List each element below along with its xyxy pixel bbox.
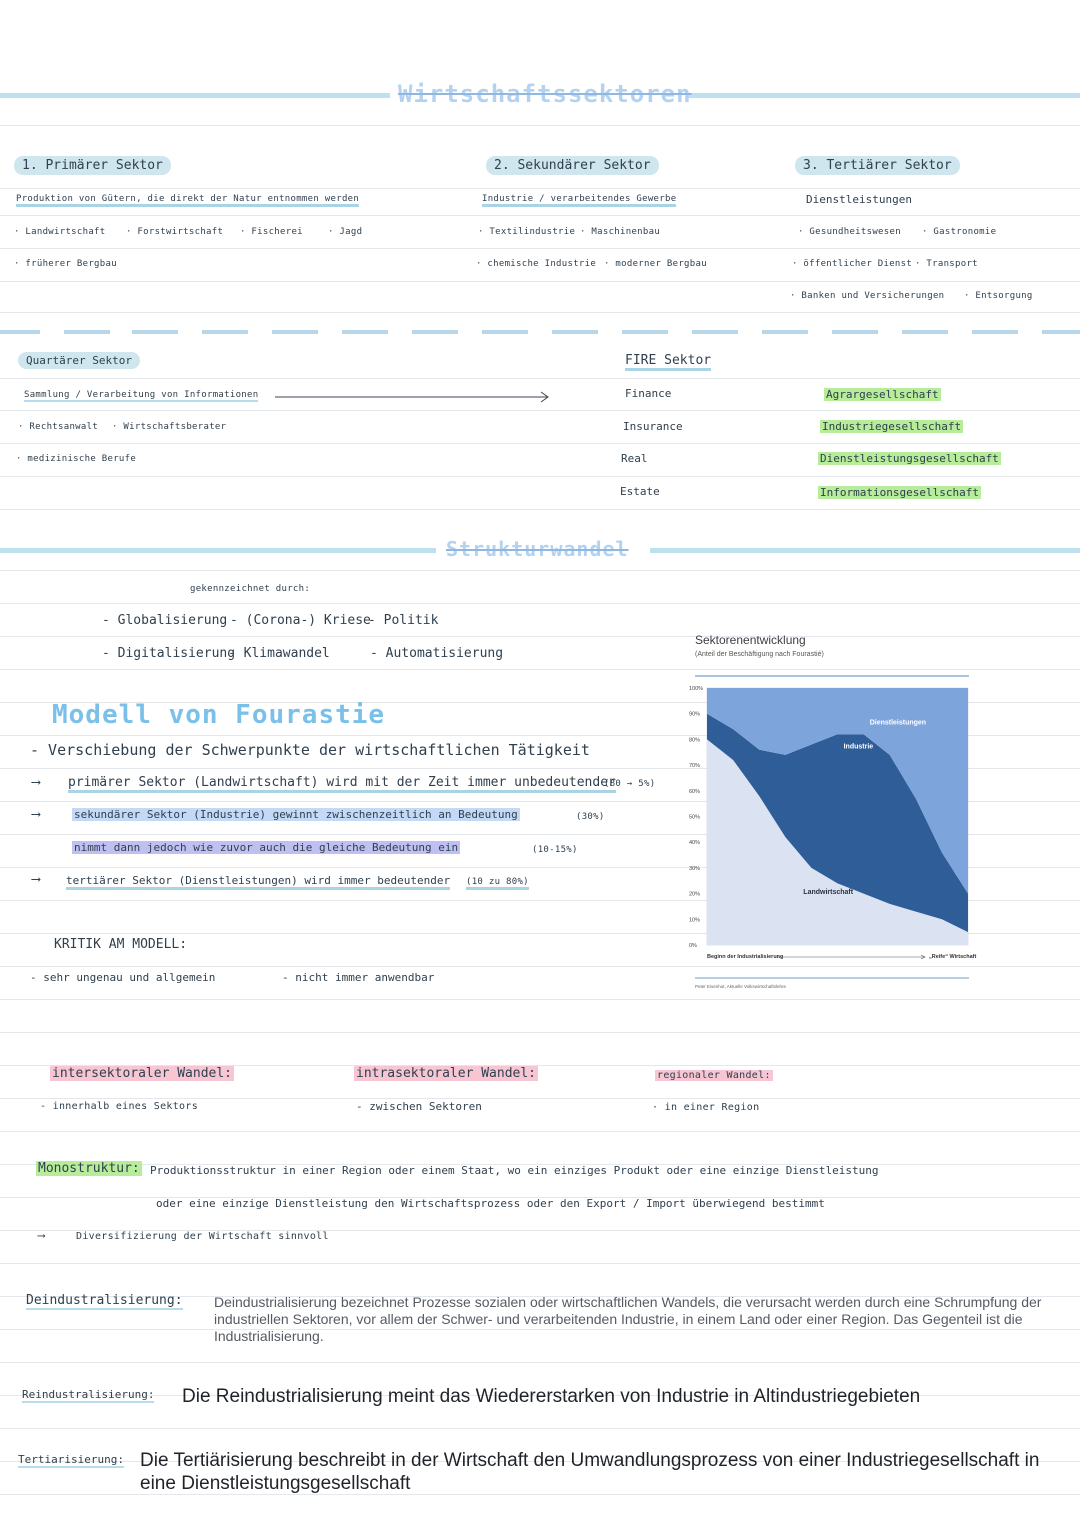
structural-factor: - Automatisierung — [370, 646, 504, 661]
model-line: nimmt dann jedoch wie zuvor auch die gleiche Bedeutung ein — [74, 841, 459, 854]
primary-sector-definition: Produktion von Gütern, die direkt der Natur entnommen werden — [16, 194, 359, 207]
chart-y-tick-label: 0% — [689, 943, 697, 949]
fire-item: Real — [621, 452, 648, 465]
chart-title: Sektorenentwicklung — [695, 633, 806, 647]
chart-series-label: Industrie — [843, 743, 874, 751]
primary-example: · früherer Bergbau — [14, 259, 117, 269]
arrow-icon: ⟶ — [38, 1229, 45, 1242]
quaternary-sector-label: Quartärer Sektor — [18, 352, 140, 369]
chart-y-tick-label: 90% — [689, 711, 701, 718]
page-title: Wirtschaftssektoren — [398, 80, 692, 108]
primary-sector-label: 1. Primärer Sektor — [14, 156, 171, 175]
section-band-right — [650, 548, 1080, 553]
model-percent: (80 → 5%) — [604, 779, 656, 789]
arrow-to-fire — [275, 389, 555, 403]
secondary-sector-definition: Industrie / verarbeitendes Gewerbe — [482, 194, 676, 207]
chart-series-label: Landwirtschaft — [803, 889, 854, 897]
intrasectoral-change-label: intrasektoraler Wandel: — [356, 1066, 537, 1081]
tertiarization-term: Tertiarisierung: — [18, 1453, 124, 1466]
monostructure-term: Monostruktur: — [38, 1161, 140, 1176]
tertiary-example: · öffentlicher Dienst — [792, 259, 913, 269]
deindustrialization-text: Deindustrialisierung bezeichnet Prozesse sozialen oder wirtschaftlichen Wandels, die verursacht werden durch eine Schrumpfung der industriellen Sektoren, vor allem der Schwer- und verarbeitenden Industrie, in einem Land oder einer Region. Das Gegenteil ist die Industrialisierung. — [214, 1294, 1042, 1344]
title-band-left — [0, 93, 390, 98]
structural-factor: - Politik — [368, 613, 439, 628]
chart-y-tick-label: 50% — [689, 814, 701, 821]
tertiary-example: · Banken und Versicherungen — [790, 291, 945, 301]
section-title-structural-change: Strukturwandel — [446, 537, 629, 561]
chart-y-tick-label: 40% — [689, 840, 701, 847]
chart-sector-development — [683, 620, 983, 1000]
quaternary-example: · medizinische Berufe — [16, 454, 137, 464]
chart-y-tick-label: 30% — [689, 865, 701, 872]
reindustrialization-term: Reindustralisierung: — [22, 1388, 155, 1401]
chart-y-tick-label: 80% — [689, 737, 701, 744]
tertiary-sector-definition: Dienstleistungen — [806, 193, 912, 206]
primary-example: · Jagd — [328, 227, 363, 237]
intersectoral-change-label: intersektoraler Wandel: — [52, 1066, 233, 1081]
secondary-example: · Maschinenbau — [580, 227, 661, 237]
chart-y-tick-label: 70% — [689, 763, 701, 770]
society-item: Dienstleistungsgesellschaft — [820, 452, 999, 465]
intersectoral-change-desc: - innerhalb eines Sektors — [40, 1101, 199, 1112]
chart-series-label: Dienstleistungen — [869, 719, 927, 727]
intrasectoral-change-desc: - zwischen Sektoren — [356, 1100, 482, 1113]
critique-title: KRITIK AM MODELL: — [54, 937, 188, 952]
chart-xlabel-end: „Reife“ Wirtschaft — [929, 954, 977, 960]
model-percent: (10-15%) — [532, 845, 578, 855]
critique-item: - nicht immer anwendbar — [282, 971, 435, 984]
fire-item: Insurance — [623, 420, 683, 433]
tertiary-example: · Gastronomie — [922, 227, 997, 237]
monostructure-line2: oder eine einzige Dienstleistung den Wirtschaftsprozess oder den Export / Import überwiegend bestimmt — [156, 1197, 825, 1210]
secondary-example: · chemische Industrie — [476, 259, 597, 269]
model-line: - Verschiebung der Schwerpunkte der wirtschaftlichen Tätigkeit — [30, 741, 590, 759]
structural-factor: - Digitalisierung — [102, 646, 236, 661]
reindustrialization-text: Die Reindustrialisierung meint das Wiedererstarken von Industrie in Altindustriegebieten — [182, 1386, 921, 1407]
title-band-right — [686, 93, 1080, 98]
society-item: Industriegesellschaft — [822, 420, 962, 433]
primary-shift-text: primärer Sektor (Landwirtschaft) wird mit der Zeit immer unbedeutender — [68, 775, 616, 793]
chart-svg — [683, 620, 983, 1000]
chart-y-tick-label: 100% — [689, 686, 704, 692]
primary-example: · Fischerei — [240, 227, 303, 237]
society-item: Informationsgesellschaft — [820, 486, 979, 499]
tertiary-example: · Transport — [915, 259, 978, 269]
structural-factor: - Klimawandel — [228, 646, 330, 661]
section-band-left — [0, 548, 436, 553]
chart-source: Peter Eisenhut, Aktuelle Volkswirtschaftslehre — [695, 984, 787, 989]
model-percent: (10 zu 80%) — [466, 877, 529, 890]
regional-change-label: regionaler Wandel: — [657, 1070, 771, 1081]
structural-factor: - (Corona-) Kriese — [230, 613, 371, 628]
arrow-icon: ⟶ — [32, 872, 40, 887]
fire-item: Finance — [625, 387, 672, 400]
structural-intro: gekennzeichnet durch: — [190, 584, 311, 594]
structural-factor: - Globalisierung — [102, 613, 228, 628]
model-line: tertiärer Sektor (Dienstleistungen) wird immer bedeutender — [66, 874, 450, 890]
tertiary-sector-label: 3. Tertiärer Sektor — [795, 156, 960, 175]
model-percent: (30%) — [576, 812, 605, 822]
quaternary-example: · Wirtschaftsberater — [112, 422, 227, 432]
quaternary-example: · Rechtsanwalt — [18, 422, 99, 432]
model-line: sekundärer Sektor (Industrie) gewinnt zwischenzeitlich an Bedeutung — [74, 808, 518, 821]
secondary-example: · Textilindustrie — [478, 227, 576, 237]
secondary-sector-label: 2. Sekundärer Sektor — [486, 156, 659, 175]
model-line — [68, 775, 616, 790]
deindustrialization-term: Deindustralisierung: — [26, 1293, 183, 1308]
fire-sector-label: FIRE Sektor — [625, 353, 711, 371]
society-item: Agrargesellschaft — [826, 388, 939, 401]
chart-y-tick-label: 60% — [689, 788, 701, 795]
quaternary-sector-definition: Sammlung / Verarbeitung von Informationen — [24, 390, 259, 400]
chart-y-tick-label: 10% — [689, 917, 701, 924]
primary-example: · Landwirtschaft — [14, 227, 106, 237]
arrow-icon: ⟶ — [32, 775, 40, 790]
tertiary-example: · Entsorgung — [964, 291, 1033, 301]
chart-y-tick-label: 20% — [689, 891, 701, 898]
tertiary-example: · Gesundheitswesen — [798, 227, 901, 237]
arrow-icon: ⟶ — [32, 807, 40, 822]
monostructure-conclusion: Diversifizierung der Wirtschaft sinnvoll — [76, 1231, 329, 1242]
chart-xlabel-start: Beginn der Industrialisierung — [707, 954, 784, 960]
primary-example: · Forstwirtschaft — [126, 227, 224, 237]
critique-item: - sehr ungenau und allgemein — [30, 971, 216, 984]
tertiarization-text: Die Tertiärisierung beschreibt in der Wirtschaft den Umwandlungsprozess von einer Industriegesellschaft in eine Dienstleistungsgesellschaft — [140, 1450, 1040, 1494]
regional-change-desc: · in einer Region — [652, 1102, 760, 1113]
secondary-example: · moderner Bergbau — [604, 259, 707, 269]
chart-subtitle: (Anteil der Beschäftigung nach Fourastié) — [695, 651, 824, 658]
model-title: Modell von Fourastie — [52, 700, 386, 730]
monostructure-line1: Produktionsstruktur in einer Region oder einem Staat, wo ein einziges Produkt oder eine einzige Dienstleistung — [150, 1164, 879, 1177]
fire-item: Estate — [620, 485, 660, 498]
